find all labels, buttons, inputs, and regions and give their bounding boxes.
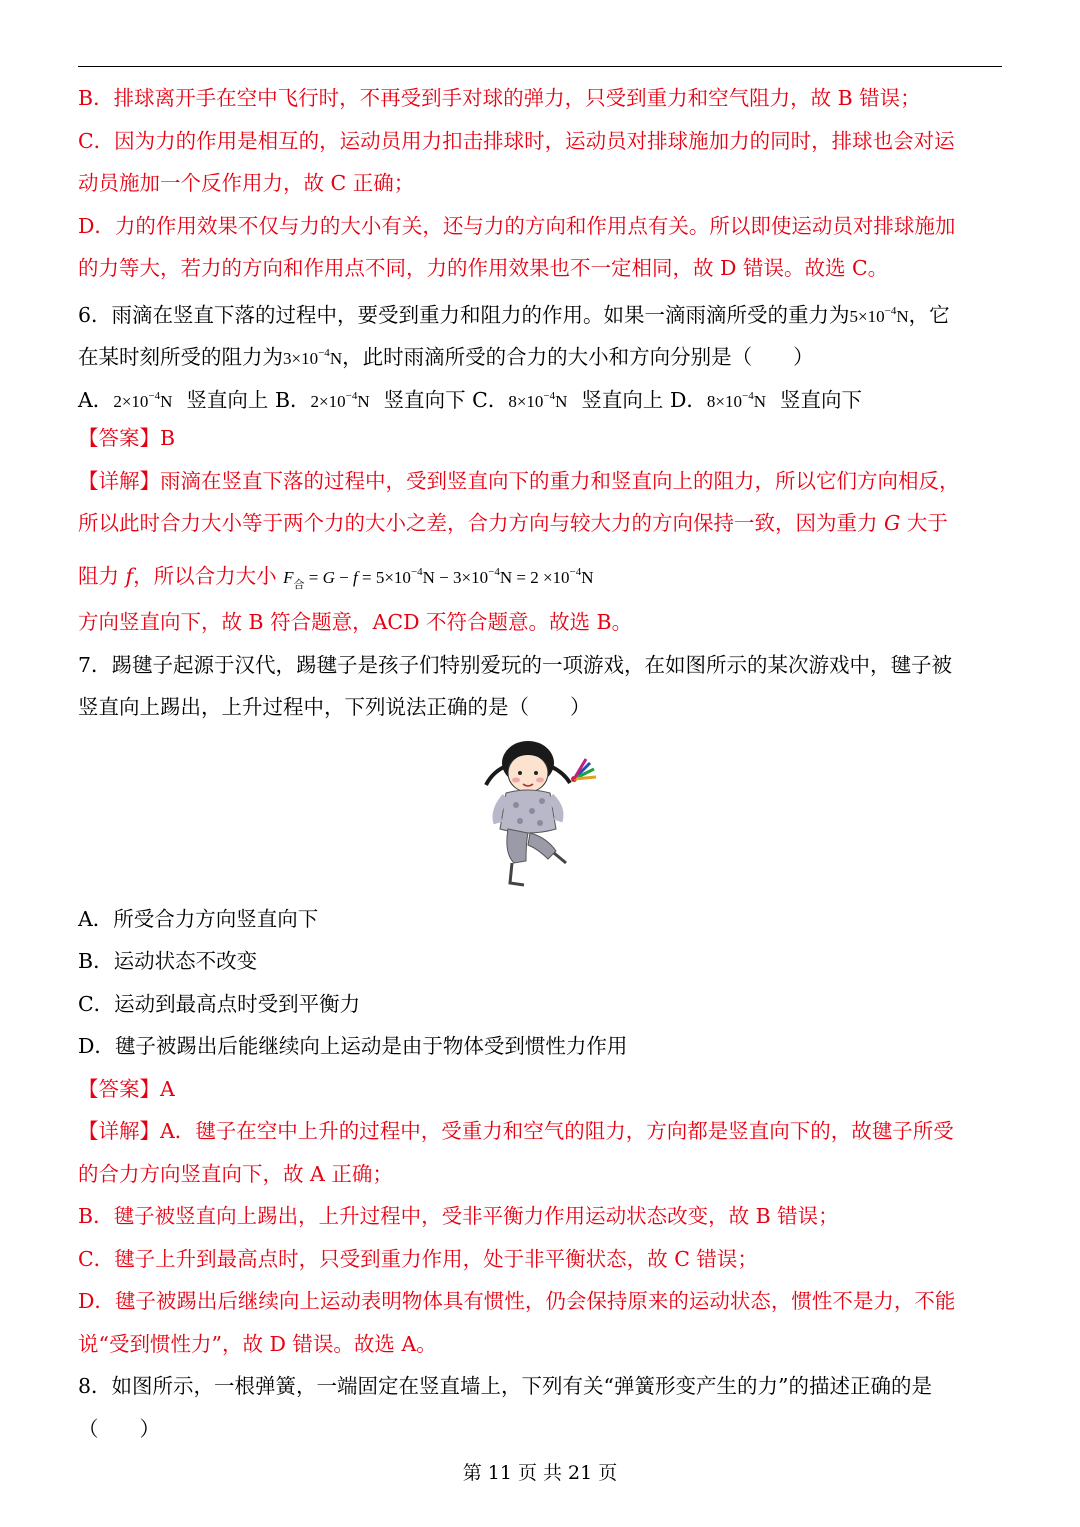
q7-detail-line2: 的合力方向竖直向下，故 A 正确； [78, 1162, 393, 1186]
q7-detail-line1: 【详解】A．毽子在空中上升的过程中，受重力和空气的阻力，方向都是竖直向下的，故毽子所受 [78, 1119, 954, 1143]
shuttlecock-child-figure [470, 733, 610, 893]
q6-option-c: C．$8\times 10^{-4}N$ 竖直向上 [472, 388, 664, 412]
q7-detail-line3: B．毽子被竖直向上踢出，上升过程中，受非平衡力作用运动状态改变，故 B 错误； [78, 1204, 839, 1228]
q6-detail-line1: 【详解】雨滴在竖直下落的过程中，受到竖直向下的重力和竖直向上的阻力，所以它们方向相反， [78, 469, 960, 493]
q8-stem-line1: 8．如图所示，一根弹簧，一端固定在竖直墙上，下列有关“弹簧形变产生的力”的描述正确的是 [78, 1374, 933, 1398]
analysis-line-d2: 的力等大，若力的方向和作用点不同，力的作用效果也不一定相同，故 D 错误。故选 C。 [78, 256, 889, 280]
q7-detail-line4: C．毽子上升到最高点时，只受到重力作用，处于非平衡状态，故 C 错误； [78, 1247, 758, 1271]
q7-option-a: A．所受合力方向竖直向下 [78, 907, 319, 931]
analysis-line-c2: 动员施加一个反作用力，故 C 正确； [78, 171, 415, 195]
q6-option-d: D．$8\times 10^{-4}N$ 竖直向下 [669, 388, 862, 412]
q6-detail-line4: 方向竖直向下，故 B 符合题意，ACD 不符合题意。故选 B。 [78, 610, 633, 634]
q6-option-a: A．$2\times 10^{-4}N$ 竖直向上 [78, 388, 269, 412]
q7-answer: 【答案】A [78, 1077, 175, 1101]
q6-formula: $F_合 = G - f = 5\times 10^{-4}N - 3\times 10^{-4}N = 2 \times 10^{-4}N$ [283, 566, 594, 591]
q7-detail-line6: 说“受到惯性力”，故 D 错误。故选 A。 [78, 1332, 437, 1356]
header-rule [78, 66, 1002, 67]
q6-detail-line3: 阻力 f，所以合力大小 $F_合 = G - f = 5\times 10^{-4}N - 3\times 10^{-4}N = 2 \times 10^{-4}N$ [78, 564, 594, 591]
analysis-line-d1: D．力的作用效果不仅与力的大小有关，还与力的方向和作用点有关。所以即使运动员对排球施加 [78, 214, 956, 238]
q6-detail-line2: 所以此时合力大小等于两个力的大小之差，合力方向与较大力的方向保持一致，因为重力 G 大于 [78, 511, 948, 535]
analysis-line-b: B．排球离开手在空中飞行时，不再受到手对球的弹力，只受到重力和空气阻力，故 B 错误； [78, 86, 921, 110]
q7-option-d: D．毽子被踢出后能继续向上运动是由于物体受到惯性力作用 [78, 1034, 628, 1058]
q7-stem-line2: 竖直向上踢出，上升过程中，下列说法正确的是（ ） [78, 695, 591, 719]
q8-stem-line2: （ ） [78, 1417, 160, 1441]
q7-stem-line1: 7．踢毽子起源于汉代，踢毽子是孩子们特别爱玩的一项游戏，在如图所示的某次游戏中，毽子被 [78, 653, 953, 677]
q6-stem-line1: 6．雨滴在竖直下落的过程中，要受到重力和阻力的作用。如果一滴雨滴所受的重力为$5\times 10^{-4}N$，它 [78, 303, 950, 327]
q6-answer: 【答案】B [78, 426, 176, 450]
q6-options [78, 381, 1008, 417]
analysis-line-c1: C．因为力的作用是相互的，运动员用力扣击排球时，运动员对排球施加力的同时，排球也会对运 [78, 129, 955, 153]
q6-option-b: B．$2\times 10^{-4}N$ 竖直向下 [274, 388, 466, 412]
page-footer: 第 11 页 共 21 页 [462, 1462, 618, 1484]
q7-option-c: C．运动到最高点时受到平衡力 [78, 992, 361, 1016]
q7-detail-line5: D．毽子被踢出后继续向上运动表明物体具有惯性，仍会保持原来的运动状态，惯性不是力，不能 [78, 1289, 956, 1313]
q6-stem-line2: 在某时刻所受的阻力为$3\times 10^{-4}N$，此时雨滴所受的合力的大小和方向分别是（ ） [78, 345, 814, 369]
q7-option-b: B．运动状态不改变 [78, 949, 258, 973]
